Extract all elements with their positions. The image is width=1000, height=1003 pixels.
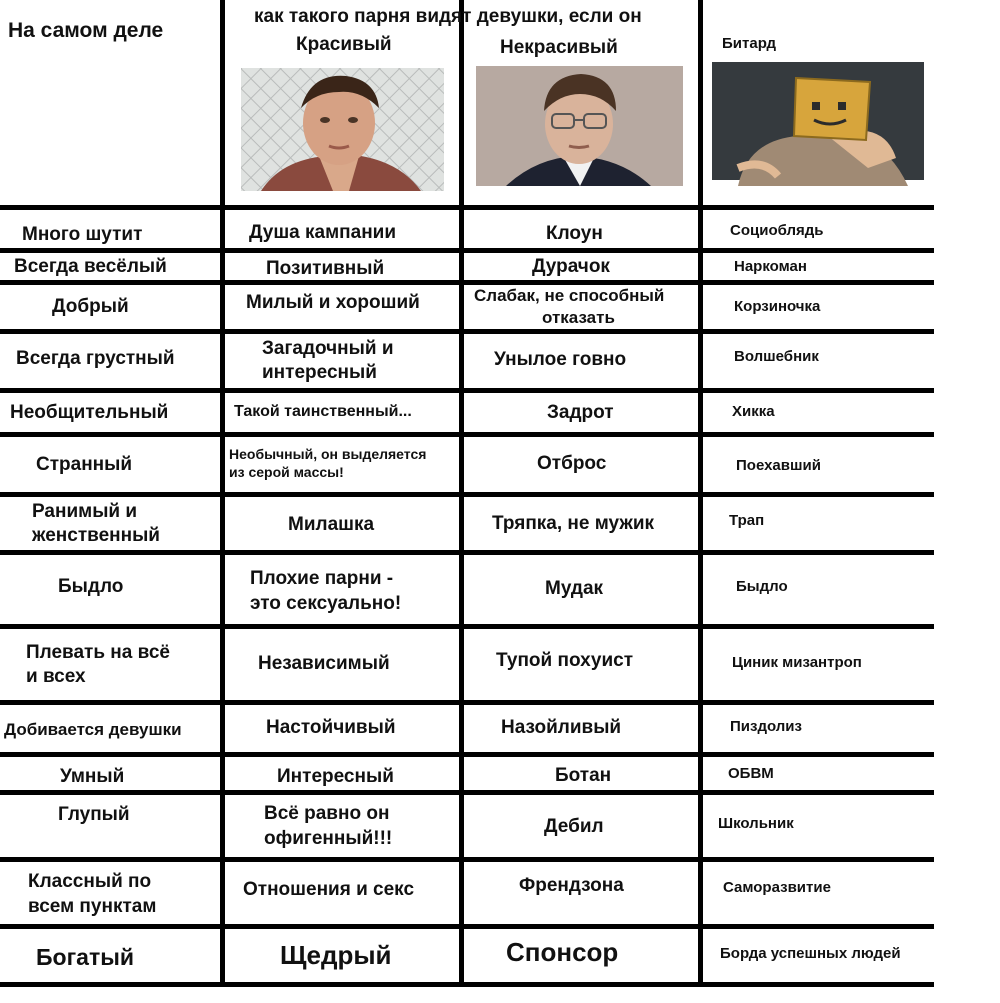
actual-trait: Классный по (28, 871, 152, 892)
actual-trait: Всегда грустный (16, 348, 175, 369)
handsome-perception: это сексуально! (250, 593, 402, 614)
reality-header: На самом деле (8, 19, 164, 42)
row-divider (0, 329, 934, 334)
bitard-perception: Волшебник (734, 348, 819, 365)
column-header-bitard: Битард (722, 35, 777, 52)
column-header-handsome: Красивый (296, 34, 392, 55)
row-divider (0, 752, 934, 757)
actual-trait: Богатый (36, 944, 134, 970)
caption: как такого парня видят девушки, если он (254, 6, 642, 27)
bitard-perception: Трап (729, 512, 765, 529)
actual-trait: Быдло (58, 576, 124, 597)
actual-trait: Ранимый и (32, 501, 138, 522)
row-divider (0, 205, 222, 210)
actual-trait: Глупый (58, 804, 130, 825)
bitard-perception: Хикка (732, 403, 775, 420)
handsome-perception: Такой таинственный... (234, 403, 412, 420)
bitard-drawing (708, 58, 928, 186)
handsome-perception: Милый и хороший (246, 292, 420, 313)
row-divider (0, 388, 934, 393)
ugly-perception: Спонсор (506, 937, 619, 967)
actual-trait: и всех (26, 666, 86, 687)
ugly-perception: Задрот (547, 402, 614, 423)
handsome-perception: Необычный, он выделяется (229, 446, 427, 462)
actual-trait: женственный (32, 525, 160, 546)
handsome-perception: Позитивный (266, 258, 385, 279)
bitard-perception: Школьник (718, 815, 794, 832)
row-divider (0, 700, 934, 705)
row-divider (0, 492, 934, 497)
handsome-perception: Душа кампании (249, 222, 397, 243)
row-divider (0, 280, 934, 285)
handsome-guy-photo (241, 68, 444, 191)
actual-trait: Добрый (52, 296, 129, 317)
row-divider (0, 924, 934, 929)
handsome-perception: Отношения и секс (243, 879, 415, 900)
handsome-perception: Всё равно он (264, 803, 390, 824)
handsome-perception: Милашка (288, 514, 375, 535)
handsome-perception: из серой массы! (229, 464, 344, 480)
row-divider (0, 982, 934, 987)
bitard-perception: ОБВМ (728, 765, 774, 782)
ugly-perception: Мудак (545, 578, 604, 599)
handsome-perception: Щедрый (280, 940, 392, 970)
bitard-perception: Поехавший (736, 457, 821, 474)
ugly-perception: отказать (542, 308, 615, 327)
ugly-guy-photo (476, 66, 683, 186)
ugly-perception: Тряпка, не мужик (492, 513, 655, 534)
actual-trait: Умный (60, 766, 125, 787)
row-divider (222, 205, 934, 210)
column-header-ugly: Некрасивый (500, 37, 618, 58)
actual-trait: всем пунктам (28, 896, 157, 917)
ugly-perception: Тупой похуист (496, 650, 634, 671)
bitard-perception: Циник мизантроп (732, 654, 862, 671)
row-divider (0, 248, 934, 253)
ugly-perception: Унылое говно (494, 349, 627, 370)
handsome-perception: офигенный!!! (264, 828, 393, 849)
bitard-perception: Корзиночка (734, 298, 821, 315)
bitard-perception: Борда успешных людей (720, 945, 901, 962)
handsome-perception: Загадочный и (262, 338, 394, 359)
handsome-perception: Интересный (277, 766, 394, 787)
actual-trait: Странный (36, 454, 133, 475)
handsome-perception: Независимый (258, 653, 390, 674)
bitard-perception: Саморазвитие (723, 879, 831, 896)
ugly-perception: Дурачок (532, 256, 610, 277)
bitard-perception: Пиздолиз (730, 718, 802, 735)
ugly-perception: Френдзона (519, 875, 624, 896)
handsome-perception: Настойчивый (266, 717, 396, 738)
actual-trait: Добивается девушки (4, 720, 182, 739)
bitard-perception: Наркоман (734, 258, 807, 275)
ugly-perception: Назойливый (501, 717, 622, 738)
row-divider (0, 790, 934, 795)
actual-trait: Всегда весёлый (14, 256, 167, 277)
row-divider (0, 624, 934, 629)
ugly-perception: Отброс (537, 453, 607, 474)
actual-trait: Необщительный (10, 402, 169, 423)
actual-trait: Плевать на всё (26, 642, 170, 663)
ugly-perception: Слабак, не способный (474, 286, 665, 305)
ugly-perception: Дебил (544, 816, 604, 837)
actual-trait: Много шутит (22, 224, 143, 245)
handsome-perception: Плохие парни - (250, 568, 394, 589)
handsome-perception: интересный (262, 362, 377, 383)
row-divider (0, 550, 934, 555)
ugly-perception: Ботан (555, 765, 612, 786)
bitard-perception: Быдло (736, 578, 788, 595)
ugly-perception: Клоун (546, 223, 603, 244)
row-divider (0, 432, 934, 437)
bitard-perception: Социоблядь (730, 222, 824, 239)
row-divider (0, 857, 934, 862)
